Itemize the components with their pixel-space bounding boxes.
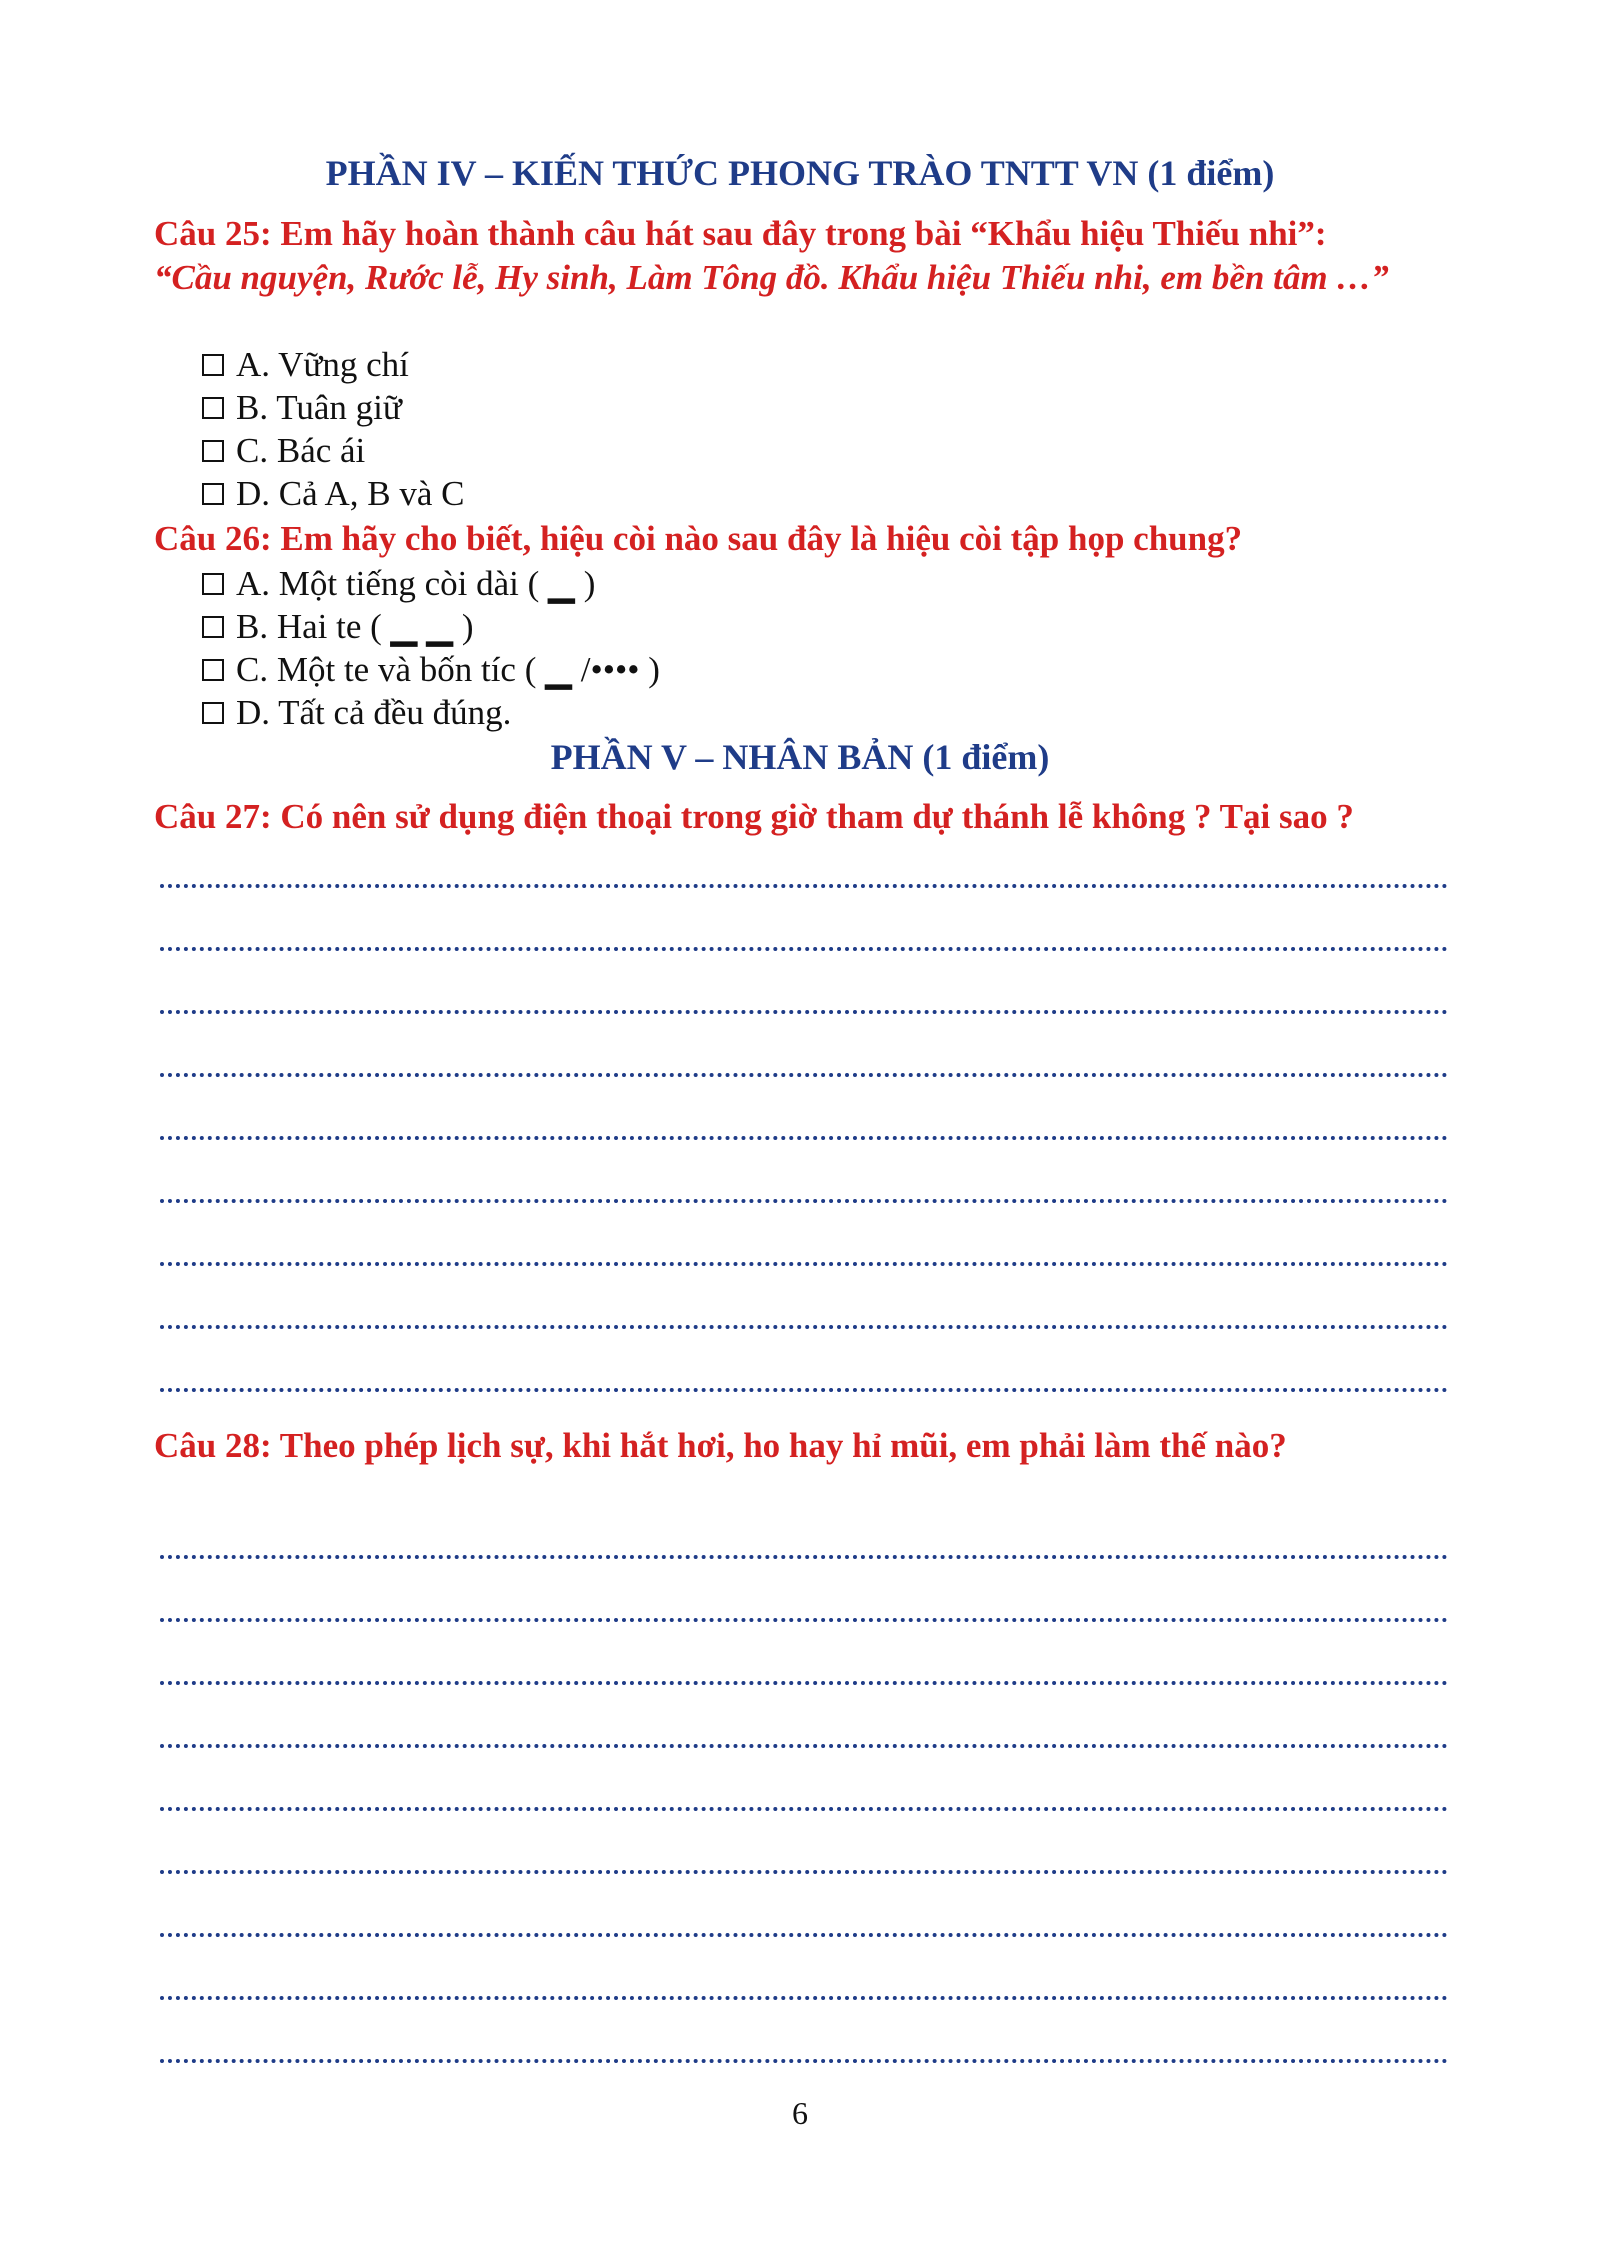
answer-line[interactable] [160, 1006, 1448, 1014]
checkbox-icon[interactable] [202, 483, 224, 505]
answer-line[interactable] [160, 1132, 1448, 1140]
answer-line[interactable] [160, 880, 1448, 888]
question-27-prompt: Câu 27: Có nên sử dụng điện thoại trong giờ tham dự thánh lễ không ? Tại sao ? [154, 797, 1354, 836]
checkbox-icon[interactable] [202, 573, 224, 595]
q26-option-a[interactable]: A. Một tiếng còi dài ( ▁ ) [202, 562, 595, 605]
answer-line[interactable] [160, 1677, 1448, 1685]
checkbox-icon[interactable] [202, 659, 224, 681]
q26-option-c[interactable]: C. Một te và bốn tíc ( ▁ /•••• ) [202, 648, 660, 691]
answer-line[interactable] [160, 1866, 1448, 1874]
checkbox-icon[interactable] [202, 440, 224, 462]
answer-line[interactable] [160, 1321, 1448, 1329]
answer-line[interactable] [160, 1740, 1448, 1748]
answer-line[interactable] [160, 1992, 1448, 2000]
checkbox-icon[interactable] [202, 397, 224, 419]
question-25-prompt: Câu 25: Em hãy hoàn thành câu hát sau đây trong bài “Khẩu hiệu Thiếu nhi”: [154, 214, 1327, 253]
answer-line[interactable] [160, 1551, 1448, 1559]
section-5-title: PHẦN V – NHÂN BẢN (1 điểm) [550, 737, 1050, 777]
answer-line[interactable] [160, 1929, 1448, 1937]
section-4-title: PHẦN IV – KIẾN THỨC PHONG TRÀO TNTT VN (1 điểm) [325, 153, 1275, 193]
answer-line[interactable] [160, 1803, 1448, 1811]
answer-line[interactable] [160, 1069, 1448, 1077]
page-number: 6 [792, 2095, 808, 2131]
q25-option-d[interactable]: D. Cả A, B và C [202, 472, 464, 515]
checkbox-icon[interactable] [202, 616, 224, 638]
answer-line[interactable] [160, 1614, 1448, 1622]
question-26-prompt: Câu 26: Em hãy cho biết, hiệu còi nào sau đây là hiệu còi tập họp chung? [154, 519, 1243, 558]
answer-line[interactable] [160, 1195, 1448, 1203]
question-25 [154, 212, 1454, 300]
answer-line[interactable] [160, 2055, 1448, 2063]
q25-option-c[interactable]: C. Bác ái [202, 429, 365, 472]
q25-option-a[interactable]: A. Vững chí [202, 343, 409, 386]
question-25-quote: “Cầu nguyện, Rước lễ, Hy sinh, Làm Tông đồ. Khẩu hiệu Thiếu nhi, em bền tâm …” [154, 258, 1389, 297]
checkbox-icon[interactable] [202, 702, 224, 724]
q26-option-b[interactable]: B. Hai te ( ▁ ▁ ) [202, 605, 474, 648]
q25-option-b[interactable]: B. Tuân giữ [202, 386, 402, 429]
q26-option-d[interactable]: D. Tất cả đều đúng. [202, 691, 511, 734]
answer-line[interactable] [160, 943, 1448, 951]
answer-line[interactable] [160, 1258, 1448, 1266]
question-28-prompt: Câu 28: Theo phép lịch sự, khi hắt hơi, ho hay hỉ mũi, em phải làm thế nào? [154, 1426, 1287, 1465]
answer-line[interactable] [160, 1384, 1448, 1392]
checkbox-icon[interactable] [202, 354, 224, 376]
